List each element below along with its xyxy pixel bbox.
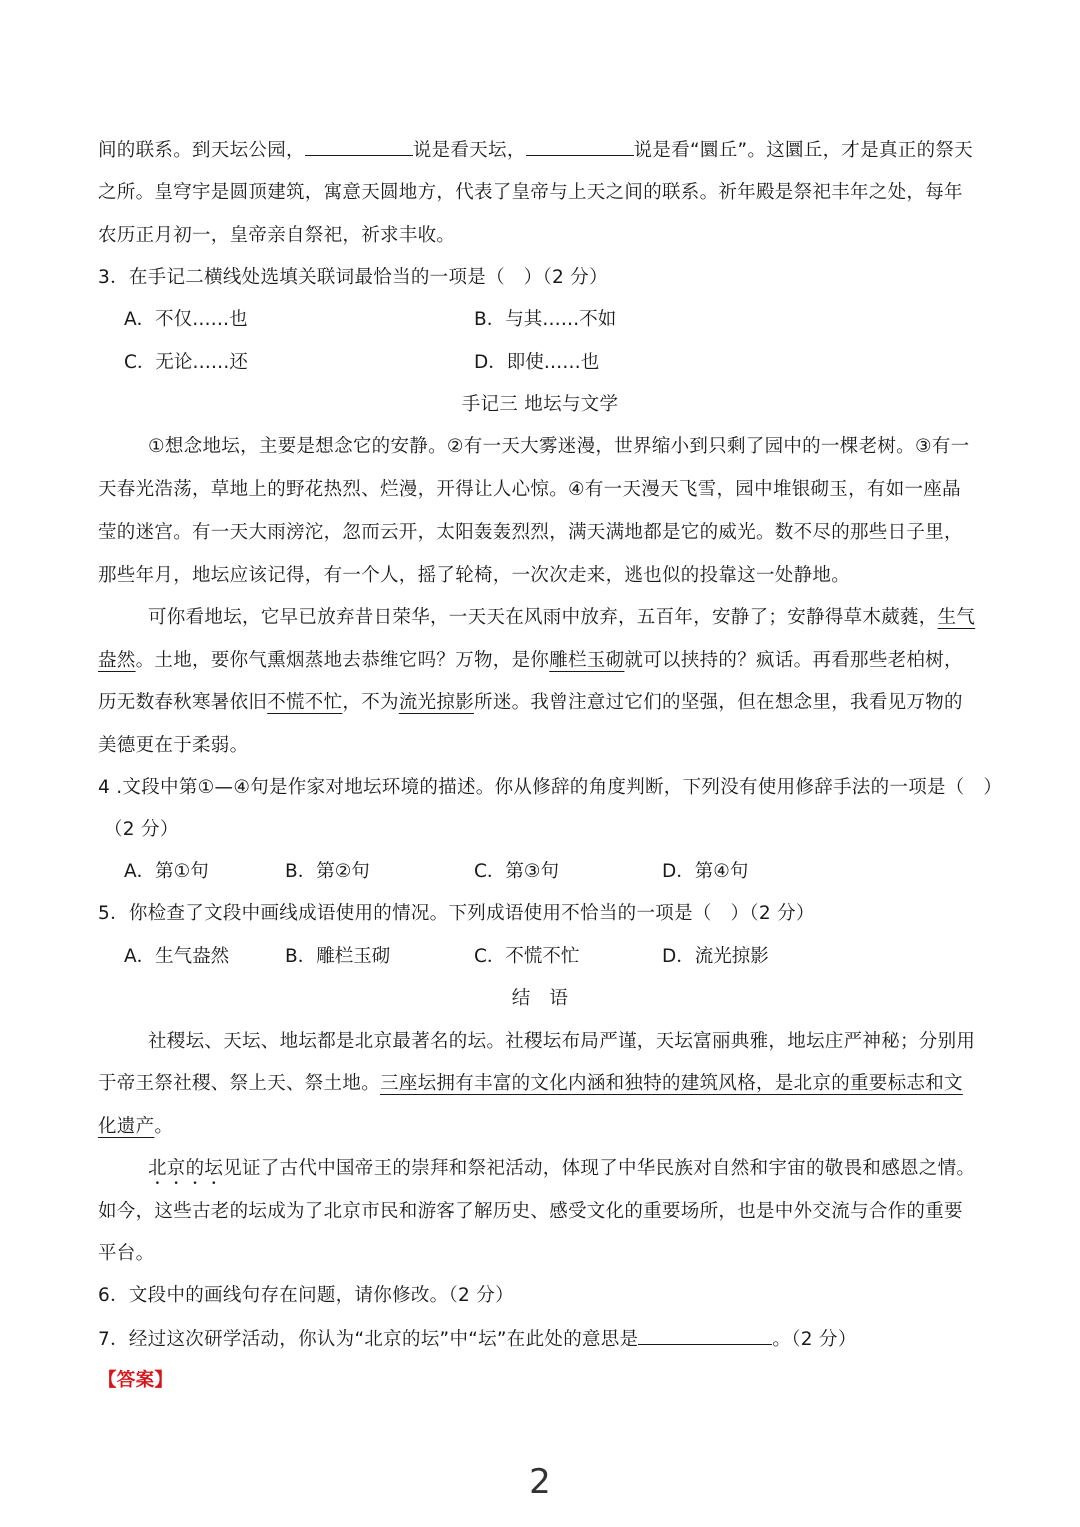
q3-option-d[interactable]: D．即使……也 xyxy=(474,352,600,373)
answer-label: 【答案】 xyxy=(98,1370,174,1391)
section-title-conclusion: 结 语 xyxy=(511,988,569,1009)
note3-p1-line-2: 天春光浩荡，草地上的野花热烈、烂漫，开得让人心惊。④有一天漫天飞雪，园中堆银砌玉，有如一座晶 xyxy=(98,479,961,500)
question-3-stem: 3．在手记二横线处选填关联词最恰当的一项是（ ）（2 分） xyxy=(98,267,608,288)
q4-option-a[interactable]: A．第①句 xyxy=(124,861,209,882)
underlined-sentence: 化遗产 xyxy=(98,1116,155,1137)
underlined-idiom: 流光掠影 xyxy=(398,692,475,713)
q7-fill-blank[interactable] xyxy=(638,1324,772,1345)
conclusion-p2-line-3: 平台。 xyxy=(98,1243,155,1264)
note3-p1-line-1: ①想念地坛，主要是想念它的安静。②有一天大雾迷漫，世界缩小到只剩了园中的一棵老树。③有一 xyxy=(148,436,970,457)
q3-option-a[interactable]: A．不仅……也 xyxy=(124,309,248,330)
text: 。 xyxy=(154,1116,174,1137)
question-7-stem xyxy=(98,1324,982,1354)
q5-option-a[interactable]: A．生气盎然 xyxy=(124,946,230,967)
underlined-idiom: 雕栏玉砌 xyxy=(549,650,625,671)
question-6-stem: 6．文段中的画线句存在问题，请你修改。（2 分） xyxy=(98,1285,514,1306)
text: ，不为 xyxy=(342,692,399,713)
question-4-stem: 4 .文段中第①—④句是作家对地坛环境的描述。你从修辞的角度判断，下列没有使用修辞手法的一项是（ ） xyxy=(98,777,1003,798)
underlined-idiom: 生气 xyxy=(937,607,976,628)
note3-p2-line-1 xyxy=(148,603,982,633)
underlined-sentence: 三座坛拥有丰富的文化内涵和独特的建筑风格，是北京的重要标志和文 xyxy=(380,1073,963,1094)
text: 说是看“圜丘”。这圜丘，才是真正的祭天 xyxy=(633,140,973,161)
text: 就可以挟持的？疯话。再看那些老柏树， xyxy=(624,650,963,671)
dotted-emphasis-text: 北京的坛 xyxy=(148,1158,224,1179)
underlined-idiom: 盎然 xyxy=(98,650,136,671)
text: 可你看地坛，它早已放弃昔日荣华，一天天在风雨中放弃，五百年，安静了；安静得草木葳蕤， xyxy=(148,607,938,628)
q5-option-c[interactable]: C．不慌不忙 xyxy=(474,946,580,967)
q4-option-d[interactable]: D．第④句 xyxy=(662,861,749,882)
note3-p2-line-3 xyxy=(98,688,982,718)
note3-p1-line-3: 莹的迷宫。有一天大雨滂沱，忽而云开，太阳轰轰烈烈，满天满地都是它的威光。数不尽的那些日子里， xyxy=(98,522,963,543)
fill-blank-1[interactable] xyxy=(305,135,413,156)
note2-line-2: 之所。皇穹宇是圆顶建筑，寓意天圆地方，代表了皇帝与上天之间的联系。祈年殿是祭祀丰年之处，每年 xyxy=(98,182,963,203)
q3-option-b[interactable]: B．与其……不如 xyxy=(474,309,617,330)
text: 见证了古代中国帝王的崇拜和祭祀活动，体现了中华民族对自然和宇宙的敬畏和感恩之情。 xyxy=(223,1158,976,1179)
conclusion-p1-line-3 xyxy=(98,1112,982,1142)
q5-option-b[interactable]: B．雕栏玉砌 xyxy=(285,946,391,967)
conclusion-p1-line-1: 社稷坛、天坛、地坛都是北京最著名的坛。社稷坛布局严谨，天坛富丽典雅，地坛庄严神秘；分别用 xyxy=(148,1031,976,1052)
text: 。土地，要你气熏烟蒸地去恭维它吗？万物，是你 xyxy=(135,650,550,671)
conclusion-p2-line-2: 如今，这些古老的坛成为了北京市民和游客了解历史、感受文化的重要场所，也是中外交流与合作的重要 xyxy=(98,1201,963,1222)
text: 历无数春秋寒暑依旧 xyxy=(98,692,268,713)
note2-line-1 xyxy=(98,135,982,165)
section-title-note3: 手记三 地坛与文学 xyxy=(461,394,619,415)
page-number: 2 xyxy=(529,1462,551,1502)
note3-p2-line-4: 美德更在于柔弱。 xyxy=(98,735,249,756)
conclusion-p2-line-1 xyxy=(148,1154,982,1184)
note3-p2-line-2 xyxy=(98,646,982,676)
conclusion-p1-line-2 xyxy=(98,1069,982,1099)
text: 所迷。我曾注意过它们的坚强，但在想念里，我看见万物的 xyxy=(474,692,963,713)
q4-option-b[interactable]: B．第②句 xyxy=(285,861,370,882)
q5-option-d[interactable]: D．流光掠影 xyxy=(662,946,769,967)
note2-line-3: 农历正月初一，皇帝亲自祭祀，祈求丰收。 xyxy=(98,225,456,246)
question-5-stem: 5．你检查了文段中画线成语使用的情况。下列成语使用不恰当的一项是（ ）（2 分） xyxy=(98,903,815,924)
text: 。（2 分） xyxy=(772,1329,857,1350)
q3-option-c[interactable]: C．无论……还 xyxy=(124,352,248,373)
q4-option-c[interactable]: C．第③句 xyxy=(474,861,560,882)
text: 说是看天坛， xyxy=(412,140,526,161)
text: 于帝王祭社稷、祭上天、祭土地。 xyxy=(98,1073,381,1094)
text: 间的联系。到天坛公园， xyxy=(98,140,305,161)
text: 7．经过这次研学活动，你认为“北京的坛”中“坛”在此处的意思是 xyxy=(98,1329,639,1350)
fill-blank-2[interactable] xyxy=(526,135,634,156)
underlined-idiom: 不慌不忙 xyxy=(267,692,343,713)
note3-p1-line-4: 那些年月，地坛应该记得，有一个人，摇了轮椅，一次次走来，逃也似的投靠这一处静地。 xyxy=(98,565,851,586)
question-4-score: （2 分） xyxy=(104,819,179,840)
